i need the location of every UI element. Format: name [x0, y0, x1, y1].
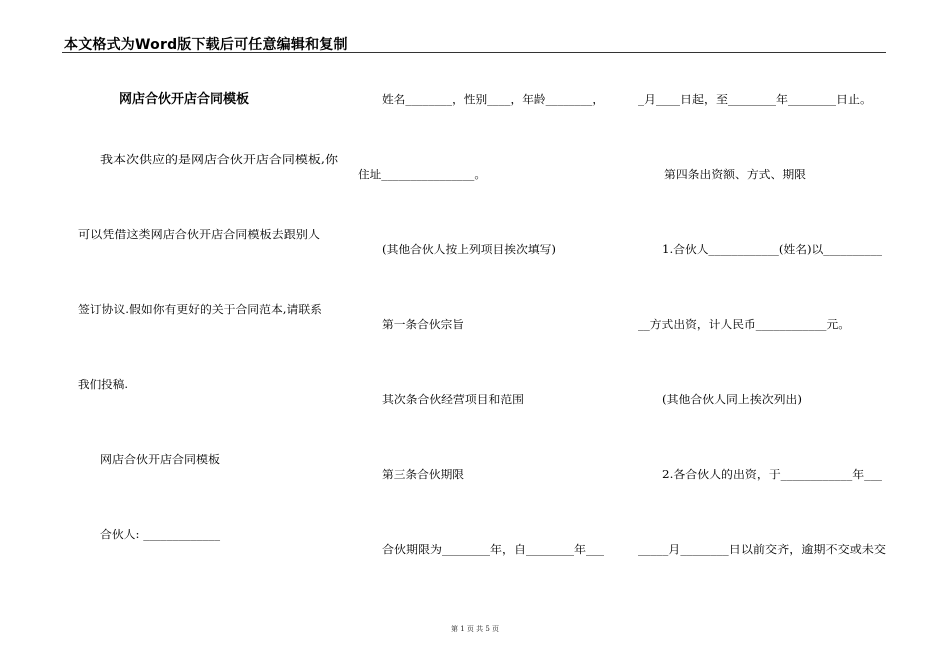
other-partners-note: (其他合伙人按上列项目挨次填写) [382, 243, 556, 256]
partner-line: 合伙人: _____________ [100, 528, 220, 541]
intro-line-2: 可以凭借这类网店合伙开店合同模板去跟别人 [78, 228, 320, 241]
contribution-line-1: 1.合伙人____________(姓名)以__________ [662, 243, 882, 256]
header-divider [62, 52, 886, 53]
contract-subtitle: 网店合伙开店合同模板 [100, 453, 220, 466]
partner-info-line: 姓名________，性别____，年龄________， [382, 93, 604, 106]
document-header: 本文格式为Word版下载后可任意编辑和复制 [64, 37, 348, 53]
intro-line-3: 签订协议.假如你有更好的关于合同范本,请联系 [78, 303, 322, 316]
contribution-note: (其他合伙人同上挨次列出) [662, 393, 802, 406]
document-title: 网店合伙开店合同模板 [119, 92, 250, 107]
contribution-deadline-line-1: 2.各合伙人的出资，于____________年___ [662, 468, 882, 481]
article-2-heading: 其次条合伙经营项目和范围 [382, 393, 524, 406]
intro-line-4: 我们投稿. [78, 378, 128, 391]
article-4-heading: 第四条出资额、方式、期限 [664, 168, 806, 181]
intro-line-1: 我本次供应的是网店合伙开店合同模板,你 [100, 153, 338, 166]
address-line: 住址________________。 [358, 168, 486, 181]
contribution-line-2: __方式出资，计人民币____________元。 [638, 318, 850, 331]
article-1-heading: 第一条合伙宗旨 [382, 318, 464, 331]
term-continuation-line: _月____日起，至________年________日止。 [638, 93, 872, 106]
page-number: 第 1 页 共 5 页 [450, 625, 500, 633]
contribution-deadline-line-2: _____月________日以前交齐，逾期不交或未交 [638, 543, 886, 556]
article-3-heading: 第三条合伙期限 [382, 468, 464, 481]
term-line: 合伙期限为________年，自________年___ [382, 543, 604, 556]
